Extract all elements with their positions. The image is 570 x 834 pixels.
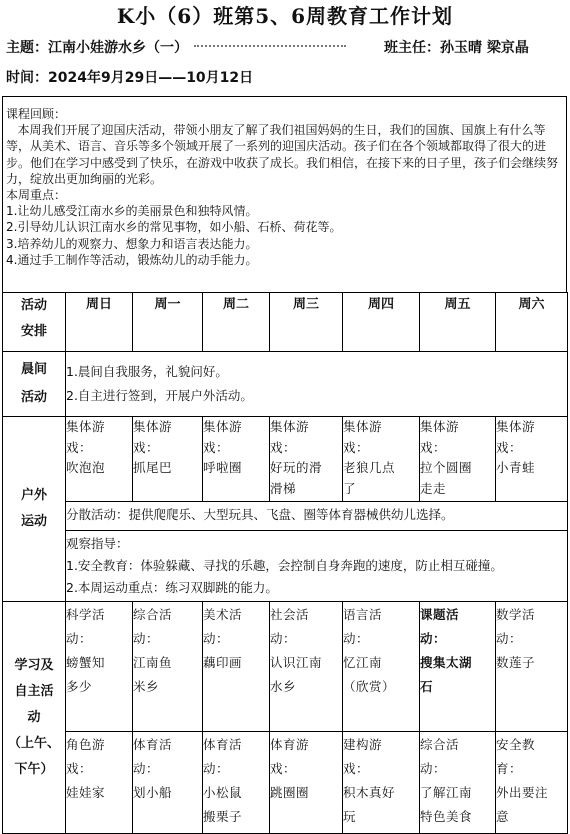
cell-line: 动： [420, 631, 447, 646]
learning-fri-1 [420, 602, 496, 732]
cell-line: 动： [420, 761, 447, 776]
cell-line: （欣赏） [343, 679, 396, 694]
label-line: 动 [27, 709, 41, 725]
label-line: 学习及 [14, 657, 54, 673]
cell-line: 玩 [343, 809, 357, 824]
cell-line: 了 [343, 480, 357, 496]
morning-content [66, 352, 568, 417]
label-line: 活动 [20, 390, 47, 405]
day-header-sun: 周日 [66, 293, 133, 352]
focus-item: 3.培养幼儿的观察力、想象力和语言表达能力。 [6, 236, 258, 251]
cell-line: 数学活 [496, 607, 536, 622]
course-review-box [2, 96, 567, 292]
day-header-sat: 周六 [496, 293, 568, 352]
cell-line: 老狼几点 [343, 460, 396, 475]
cell-line: 动： [270, 631, 297, 646]
cell-line: 综合活 [420, 737, 460, 752]
outdoor-scattered-row [3, 502, 568, 531]
cell-line: 米乡 [133, 679, 160, 694]
time-line [6, 67, 253, 89]
learning-row-2 [3, 732, 568, 834]
cell-line: 集体游 [496, 419, 536, 434]
guidance-line: 1.安全教育：体验躲藏、寻找的乐趣，会控制自身奔跑的速度，防止相互碰撞。 [66, 558, 503, 573]
cell-line: 戏： [66, 761, 93, 776]
cell-line: 搜集太湖 [420, 655, 473, 670]
cell-line: 娃娃家 [66, 785, 106, 800]
corner-line: 活动 [20, 298, 47, 313]
cell-line: 育： [496, 761, 523, 776]
morning-line: 1.晨间自我服务，礼貌问好。 [66, 364, 228, 379]
cell-line: 藕印画 [203, 655, 243, 670]
outdoor-game-sat [496, 417, 568, 502]
cell-line: 动： [203, 631, 230, 646]
corner-line: 安排 [20, 324, 47, 339]
scattered-activity: 分散活动：提供爬爬乐、大型玩具、飞盘、圈等体育器械供幼儿选择。 [66, 502, 568, 531]
outdoor-game-thu [343, 417, 420, 502]
teacher-label: 班主任： [384, 40, 440, 56]
day-header-mon: 周一 [133, 293, 203, 352]
morning-line: 2.自主进行签到，开展户外活动。 [66, 388, 253, 403]
review-text: 本周我们开展了迎国庆活动，带领小朋友了解了我们祖国妈妈的生日，我们的国旗、国旗上有什么等等，从美术、语言、音乐等多个领域开展了一系列的迎国庆活动。孩子们在各个领域都取得了很大的进步。他们在学习中感受到了快乐，在游戏中收获了成长。我们相信，在接下来的日子里，孩子们会继续努力，绽放出更加绚丽的光彩。 [6, 123, 559, 186]
time-value: 2024年9月29日——10月12日 [48, 70, 254, 86]
learning-mon-1 [133, 602, 203, 732]
outdoor-game-tue [203, 417, 270, 502]
learning-wed-1 [270, 602, 343, 732]
guidance-line: 观察指导： [66, 536, 129, 551]
cell-line: 特色美食 [420, 809, 473, 824]
outdoor-games-row [3, 417, 568, 502]
corner-cell [3, 293, 66, 352]
cell-line: 搬栗子 [203, 809, 243, 824]
cell-line: 集体游 [343, 419, 383, 434]
label-line: 运动 [20, 514, 47, 529]
topic-value: 江南小娃游水乡（一） [48, 40, 188, 56]
outdoor-game-wed [270, 417, 343, 502]
label-line: 晨间 [20, 362, 47, 377]
day-header-tue: 周二 [203, 293, 270, 352]
learning-row-1 [3, 602, 568, 732]
cell-line: 安全教 [496, 737, 536, 752]
learning-tue-1 [203, 602, 270, 732]
outdoor-game-mon [133, 417, 203, 502]
topic-line [6, 37, 566, 59]
review-paragraph [6, 122, 564, 187]
cell-line: 多少 [66, 679, 93, 694]
learning-sat-1 [496, 602, 568, 732]
cell-line: 戏： [203, 439, 230, 455]
cell-line: 拉个圆圈 [420, 460, 473, 475]
cell-line: 吹泡泡 [66, 460, 106, 475]
morning-row [3, 352, 568, 417]
cell-line: 石 [420, 679, 434, 694]
learning-sun-2 [66, 732, 133, 834]
topic-label: 主题： [6, 40, 48, 56]
cell-line: 戏： [343, 439, 370, 455]
time-label: 时间： [6, 70, 48, 86]
learning-mon-2 [133, 732, 203, 834]
cell-line: 体育游 [270, 737, 310, 752]
label-line: 户外 [20, 488, 47, 503]
page-title: K小（6）班第5、6周教育工作计划 [116, 4, 454, 28]
cell-line: 戏： [133, 439, 160, 455]
cell-line: 动： [496, 631, 523, 646]
cell-line: 戏： [496, 439, 523, 455]
label-line: （上午、 [7, 735, 60, 751]
cell-line: 语言活 [343, 607, 383, 622]
cell-line: 抓尾巴 [133, 460, 173, 475]
cell-line: 戏： [343, 761, 370, 776]
cell-line: 动： [133, 631, 160, 646]
cell-line: 积木真好 [343, 785, 396, 800]
cell-line: 划小船 [133, 785, 173, 800]
cell-line: 课题活 [420, 607, 460, 622]
cell-line: 社会活 [270, 607, 310, 622]
focus-item: 2.引导幼儿认识江南水乡的常见事物，如小船、石桥、荷花等。 [6, 220, 342, 235]
cell-line: 集体游 [203, 419, 243, 434]
cell-line: 小青蛙 [496, 460, 536, 475]
cell-line: 外出要注 [496, 785, 549, 800]
cell-line: 角色游 [66, 737, 106, 752]
label-line: 下午） [14, 761, 54, 777]
cell-line: 忆江南 [343, 655, 383, 670]
cell-line: 了解江南 [420, 785, 473, 800]
outdoor-game-sun [66, 417, 133, 502]
outdoor-guidance-row [3, 531, 568, 602]
learning-thu-2 [343, 732, 420, 834]
cell-line: 集体游 [66, 419, 106, 434]
cell-line: 集体游 [133, 419, 173, 434]
cell-line: 体育活 [133, 737, 173, 752]
cell-line: 水乡 [270, 679, 297, 694]
cell-line: 认识江南 [270, 655, 323, 670]
outdoor-label [3, 417, 66, 602]
observation-guidance [66, 531, 568, 602]
cell-line: 综合活 [133, 607, 173, 622]
cell-line: 科学活 [66, 607, 106, 622]
cell-line: 江南鱼 [133, 655, 173, 670]
learning-fri-2 [420, 732, 496, 834]
dotted-leader [194, 45, 346, 47]
cell-line: 美术活 [203, 607, 243, 622]
cell-line: 建构游 [343, 737, 383, 752]
day-header-thu: 周四 [343, 293, 420, 352]
cell-line: 体育活 [203, 737, 243, 752]
learning-wed-2 [270, 732, 343, 834]
cell-line: 戏： [66, 439, 93, 455]
cell-line: 意 [496, 809, 510, 824]
cell-line: 集体游 [420, 419, 460, 434]
cell-line: 戏： [420, 439, 447, 455]
focus-item: 4.通过手工制作等活动，锻炼幼儿的动手能力。 [6, 252, 258, 267]
learning-sat-2 [496, 732, 568, 834]
day-header-wed: 周三 [270, 293, 343, 352]
cell-line: 动： [343, 631, 370, 646]
learning-tue-2 [203, 732, 270, 834]
cell-line: 集体游 [270, 419, 310, 434]
outdoor-game-fri [420, 417, 496, 502]
cell-line: 滑梯 [270, 480, 297, 496]
teacher-group [384, 37, 529, 59]
review-heading: 课程回顾： [6, 107, 67, 121]
cell-line: 好玩的滑 [270, 460, 323, 475]
cell-line: 呼啦圈 [203, 460, 243, 475]
cell-line: 戏： [270, 439, 297, 455]
cell-line: 动： [203, 761, 230, 776]
cell-line: 动： [66, 631, 93, 646]
day-header-fri: 周五 [420, 293, 496, 352]
cell-line: 数莲子 [496, 655, 536, 670]
cell-line: 走走 [420, 480, 447, 496]
morning-label [3, 352, 66, 417]
learning-label [3, 602, 66, 834]
focus-heading: 本周重点： [6, 188, 67, 203]
cell-line: 小松鼠 [203, 785, 243, 800]
guidance-line: 2.本周运动重点：练习双脚跳的能力。 [66, 580, 278, 595]
cell-line: 螃蟹知 [66, 655, 106, 670]
focus-item: 1.让幼儿感受江南水乡的美丽景色和独特风情。 [6, 204, 258, 219]
schedule-table [2, 292, 568, 834]
cell-line: 跳圈圈 [270, 785, 310, 800]
cell-line: 戏： [270, 761, 297, 776]
teacher-names: 孙玉晴 梁京晶 [440, 40, 529, 56]
cell-line: 动： [133, 761, 160, 776]
header-row [3, 293, 568, 352]
learning-sun-1 [66, 602, 133, 732]
label-line: 自主活 [14, 683, 54, 699]
learning-thu-1 [343, 602, 420, 732]
